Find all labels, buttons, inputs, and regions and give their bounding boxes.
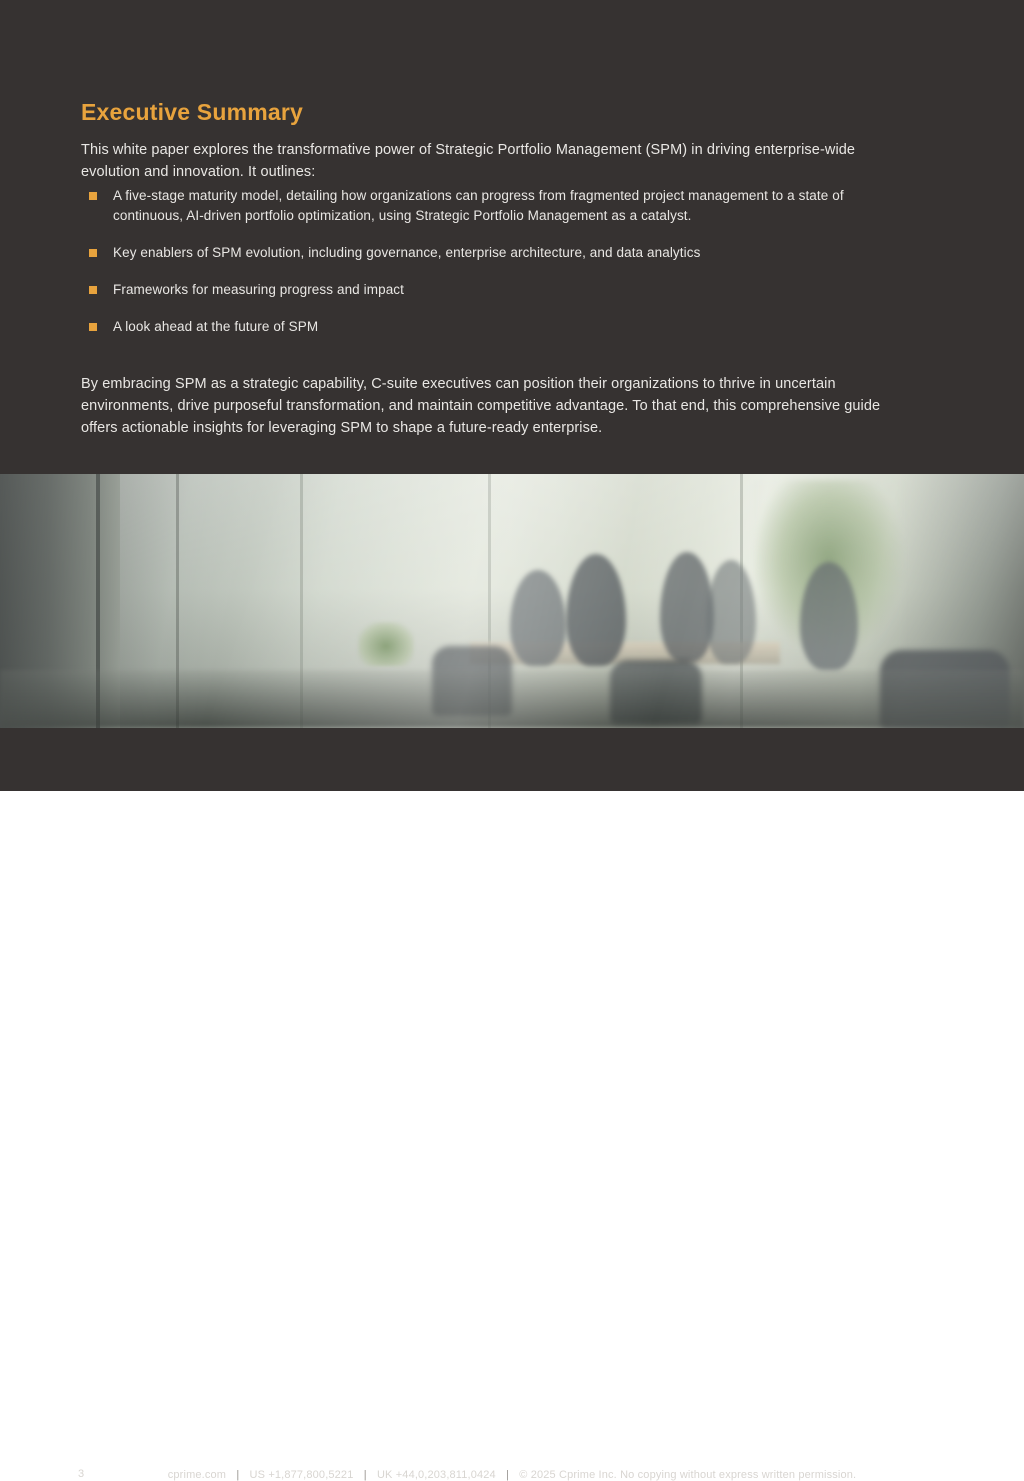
square-bullet-icon: [89, 249, 97, 257]
photo-floor: [0, 670, 1024, 728]
footer-separator: |: [363, 1469, 367, 1481]
list-item-text: A five-stage maturity model, detailing how organizations can progress from fragmented project management to a state of continuous, AI-driven portfolio optimization, using Strategic Portfolio Management as a catalyst.: [113, 188, 844, 223]
bullet-list: [81, 186, 901, 354]
list-item: [81, 317, 901, 337]
square-bullet-icon: [89, 323, 97, 331]
footer-phone-uk: UK +44,0,203,811,0424: [376, 1469, 496, 1481]
closing-paragraph: By embracing SPM as a strategic capability, C-suite executives can position their organizations to thrive in uncertain environments, drive purposeful transformation, and maintain competitive advantage. To that end, this comprehensive guide offers actionable insights for leveraging SPM to shape a future-ready enterprise.: [81, 375, 881, 436]
square-bullet-icon: [89, 192, 97, 200]
footer-phone-us: US +1,877,800,5221: [249, 1469, 354, 1481]
page-title: Executive Summary: [81, 99, 304, 126]
page-number: 3: [78, 1468, 85, 1480]
office-meeting-photo: [0, 474, 1024, 728]
list-item-text: A look ahead at the future of SPM: [113, 319, 319, 334]
list-item-text: Key enablers of SPM evolution, including governance, enterprise architecture, and data analytics: [113, 245, 701, 260]
intro-paragraph: This white paper explores the transformative power of Strategic Portfolio Management (SPM) in driving enterprise-wide evolution and innovation. It outlines:: [81, 141, 856, 180]
footer-copyright: © 2025 Cprime Inc. No copying without express written permission.: [519, 1469, 857, 1481]
list-item-text: Frameworks for measuring progress and impact: [113, 282, 405, 297]
photo-plant-small: [358, 622, 414, 666]
page-content: [0, 0, 1024, 474]
square-bullet-icon: [89, 286, 97, 294]
list-item: [81, 186, 901, 226]
list-item: [81, 280, 901, 300]
footer-separator: |: [236, 1469, 240, 1481]
list-item: [81, 243, 901, 263]
footer-separator: |: [506, 1469, 510, 1481]
footer-website: cprime.com: [167, 1469, 227, 1481]
footer-contact-line: [0, 1469, 1024, 1481]
page-footer: [0, 728, 1024, 1481]
